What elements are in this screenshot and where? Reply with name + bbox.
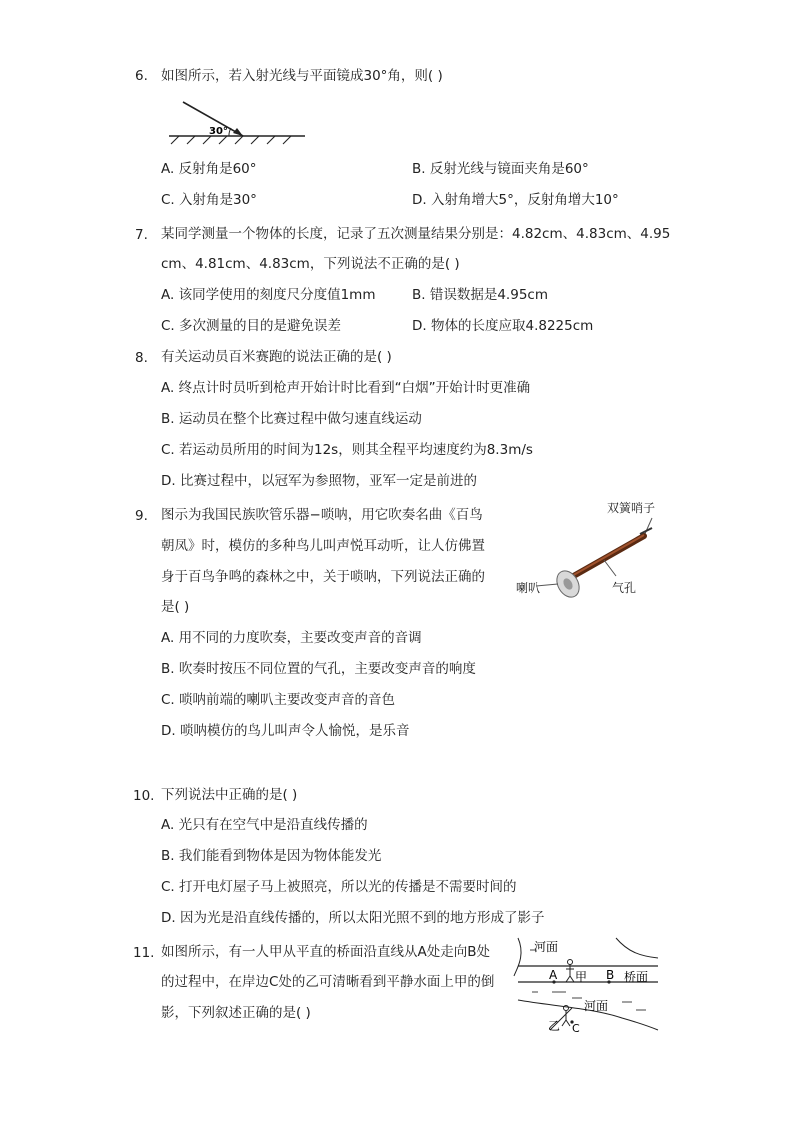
question-stem-line-1: 如图所示，有一人甲从平直的桥面沿直线从A处走向B处 (161, 944, 490, 960)
option-d: D. 因为光是沿直线传播的，所以太阳光照不到的地方形成了影子 (161, 910, 545, 926)
river-label-bottom: 河面 (584, 999, 609, 1013)
question-number: 7. (135, 227, 148, 243)
option-a: A. 该同学使用的刻度尺分度值1mm (161, 287, 376, 303)
option-a: A. 终点计时员听到枪声开始计时比看到“白烟”开始计时更准确 (161, 380, 531, 396)
person-jia-label: 甲 (575, 970, 588, 984)
question-number: 6. (135, 68, 148, 84)
option-b: B. 错误数据是4.95cm (412, 287, 548, 303)
point-c-label: C (572, 1022, 580, 1035)
option-c: C. 打开电灯屋子马上被照亮，所以光的传播是不需要时间的 (161, 879, 517, 895)
option-d: D. 唢呐模仿的鸟儿叫声令人愉悦，是乐音 (161, 723, 410, 739)
question-stem-line-2: 朝凤》时，模仿的多种鸟儿叫声悦耳动听，让人仿佛置 (161, 538, 485, 554)
option-b: B. 我们能看到物体是因为物体能发光 (161, 848, 382, 864)
option-d: D. 比赛过程中，以冠军为参照物，亚军一定是前进的 (161, 473, 477, 489)
option-c: C. 入射角是30° (161, 192, 257, 208)
suona-figure (540, 516, 660, 606)
question-stem-line-3: 影，下列叙述正确的是( ) (161, 1005, 311, 1021)
question-stem-line-2: 的过程中，在岸边C处的乙可清晰看到平静水面上甲的倒 (161, 974, 495, 990)
option-a: A. 反射角是60° (161, 161, 257, 177)
option-a: A. 用不同的力度吹奏，主要改变声音的音调 (161, 630, 422, 646)
option-c: C. 多次测量的目的是避免误差 (161, 318, 342, 334)
question-number: 8. (135, 350, 148, 366)
option-b: B. 吹奏时按压不同位置的气孔，主要改变声音的响度 (161, 661, 476, 677)
person-yi-label: 乙 (548, 1019, 561, 1033)
angle-label: 30° (209, 126, 228, 137)
point-a-label: A (549, 968, 558, 982)
reed-label: 双簧哨子 (607, 501, 656, 515)
option-b: B. 反射光线与镜面夹角是60° (412, 161, 589, 177)
question-stem: 有关运动员百米赛跑的说法正确的是( ) (161, 349, 392, 365)
option-d: D. 物体的长度应取4.8225cm (412, 318, 594, 334)
question-number: 11. (133, 945, 155, 961)
question-stem-line-1: 图示为我国民族吹管乐器−唢呐，用它吹奏名曲《百鸟 (161, 507, 483, 523)
option-a: A. 光只有在空气中是沿直线传播的 (161, 817, 368, 833)
point-b-label: B (606, 968, 615, 982)
bridge-figure (512, 936, 662, 1035)
question-number: 10. (133, 788, 155, 804)
bridge-label: 桥面 (624, 970, 649, 984)
option-c: C. 唢呐前端的喇叭主要改变声音的音色 (161, 692, 396, 708)
question-number: 9. (135, 508, 148, 524)
question-stem-line-3: 身于百鸟争鸣的森林之中，关于唢呐，下列说法正确的 (161, 569, 485, 585)
river-label-top: 河面 (534, 940, 559, 954)
mirror-figure (165, 100, 310, 145)
question-stem: 下列说法中正确的是( ) (161, 787, 298, 803)
hole-label: 气孔 (612, 581, 637, 595)
option-b: B. 运动员在整个比赛过程中做匀速直线运动 (161, 411, 422, 427)
question-stem-line-4: 是( ) (161, 599, 190, 615)
question-stem: 如图所示，若入射光线与平面镜成30°角，则( ) (161, 68, 443, 84)
bell-label: 喇叭 (516, 581, 541, 595)
question-stem-line-1: 某同学测量一个物体的长度，记录了五次测量结果分别是：4.82cm、4.83cm、4.95 (161, 226, 671, 242)
question-stem-line-2: cm、4.81cm、4.83cm，下列说法不正确的是( ) (161, 256, 460, 272)
option-c: C. 若运动员所用的时间为12s，则其全程平均速度约为8.3m/s (161, 442, 533, 458)
option-d: D. 入射角增大5°，反射角增大10° (412, 192, 619, 208)
